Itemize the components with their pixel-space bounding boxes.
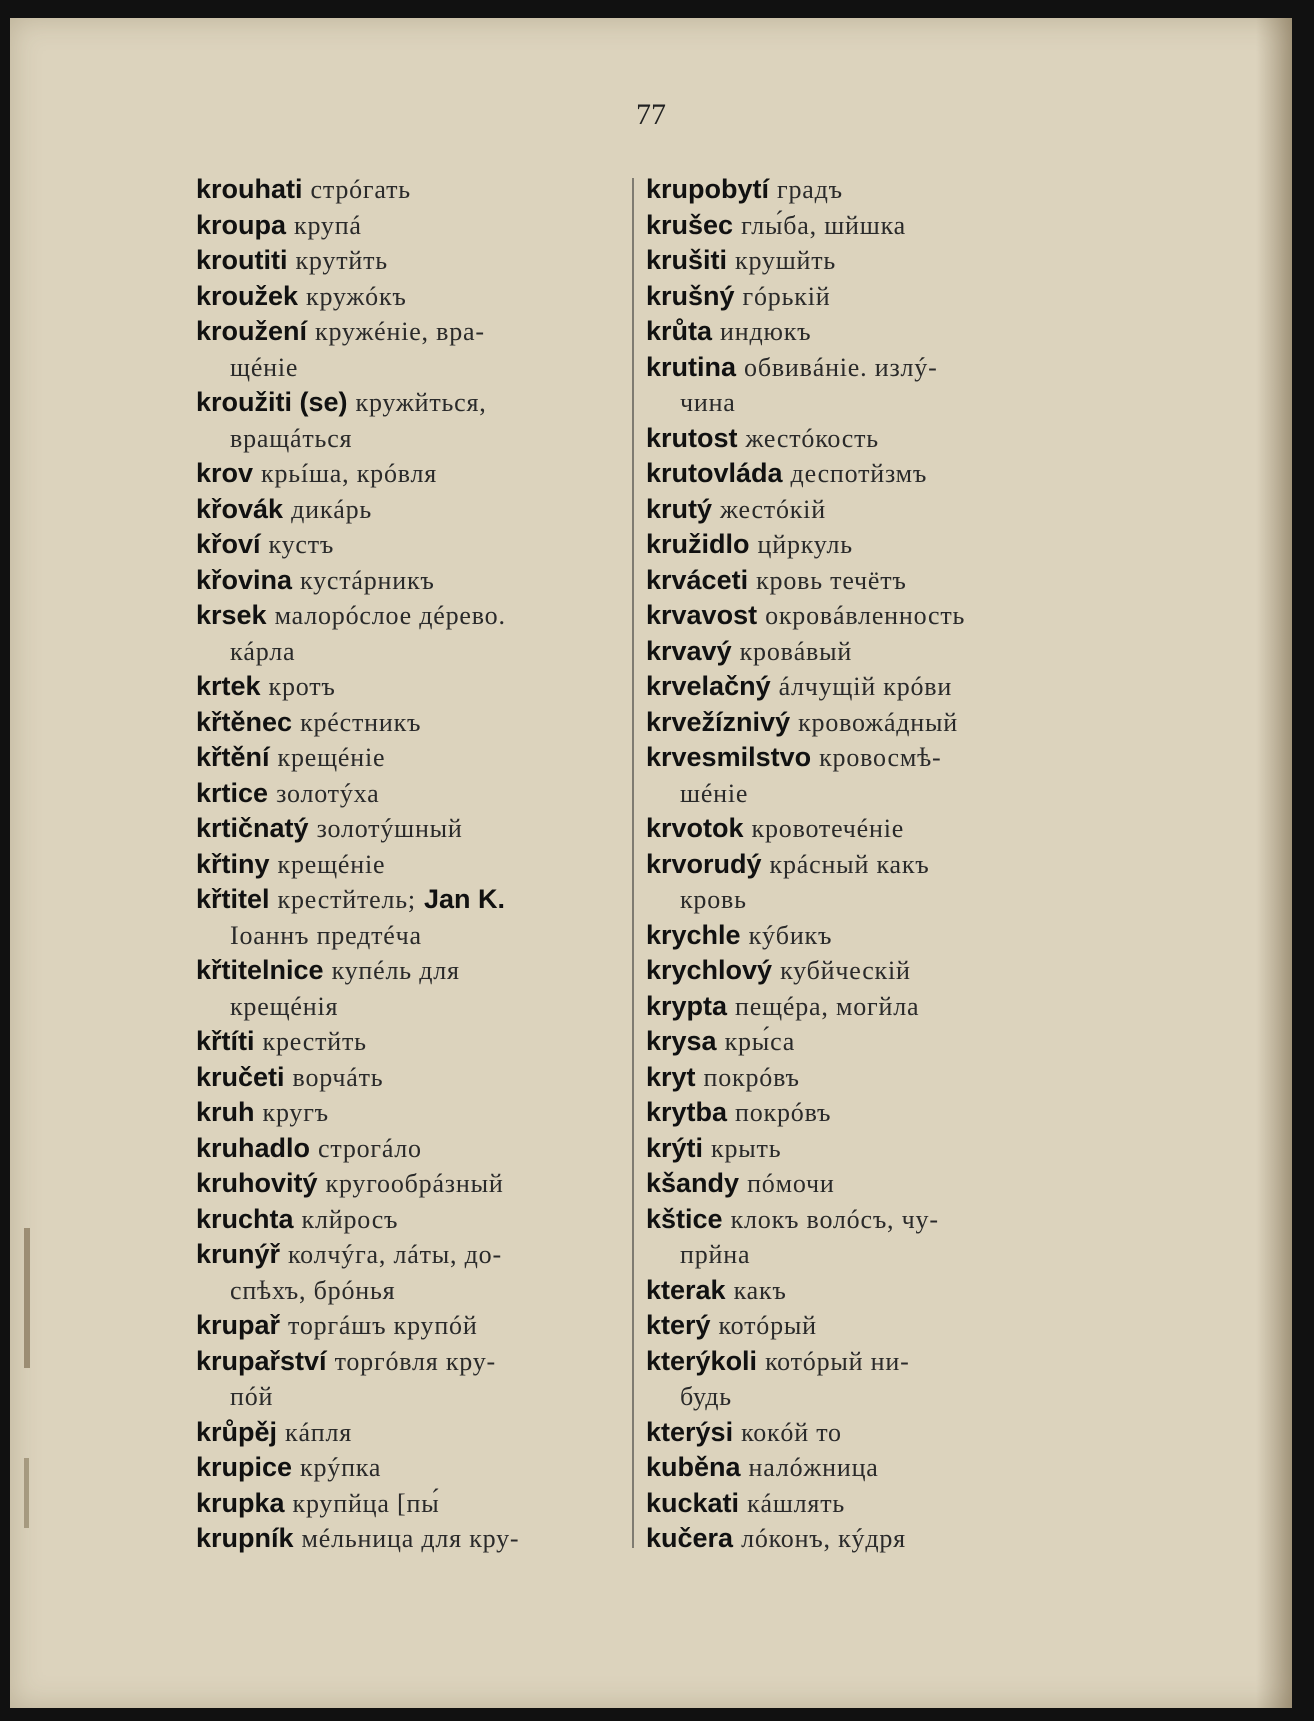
translation: кустáрникъ xyxy=(300,565,435,595)
dictionary-entry xyxy=(646,1202,1076,1238)
dictionary-entry xyxy=(196,208,636,244)
headword: krupař xyxy=(196,1310,281,1340)
dictionary-entry xyxy=(196,492,636,528)
translation: пóмочи xyxy=(747,1169,835,1198)
headword: krůta xyxy=(646,316,713,346)
translation: торгáшъ крупóй xyxy=(288,1311,478,1340)
column-divider xyxy=(632,178,634,1548)
translation: спѣхъ, брóнья xyxy=(230,1275,396,1305)
headword: krvežíznivý xyxy=(646,706,791,737)
translation: Іоаннъ предтéча xyxy=(230,920,422,950)
dictionary-entry xyxy=(196,1486,636,1522)
headword: krutost xyxy=(646,422,738,453)
headword: krušiti xyxy=(646,245,728,275)
headword: křtiny xyxy=(196,848,270,879)
headword: krupka xyxy=(196,1487,285,1518)
headword: krvesmilstvo xyxy=(646,742,812,772)
dictionary-entry xyxy=(646,740,1076,776)
headword: krvorudý xyxy=(646,848,762,879)
headword: kterýkoli xyxy=(646,1345,758,1376)
translation: жестóкость xyxy=(745,423,879,453)
translation: торгóвля кру- xyxy=(334,1346,496,1376)
headword: krouhati xyxy=(196,174,303,204)
dictionary-entry xyxy=(646,563,1076,599)
translation: крещéніе xyxy=(277,849,386,879)
headword: krutovláda xyxy=(646,458,783,488)
translation-continuation xyxy=(646,385,1076,421)
translation: кáшлять xyxy=(747,1488,846,1518)
translation: колчýга, лáты, до- xyxy=(288,1240,502,1269)
dictionary-entry xyxy=(646,1060,1076,1096)
headword: krtek xyxy=(196,671,261,701)
translation: кáпля xyxy=(285,1417,353,1447)
margin-mark xyxy=(24,1458,29,1528)
headword: kšandy xyxy=(646,1168,740,1198)
dictionary-entry xyxy=(646,918,1076,954)
dictionary-entry xyxy=(646,1486,1076,1522)
translation: кубйческій xyxy=(780,956,911,985)
translation: обвивáніе. излý- xyxy=(744,352,938,382)
dictionary-entry xyxy=(196,1450,636,1486)
dictionary-entry xyxy=(196,811,636,847)
left-column xyxy=(196,172,636,1557)
dictionary-entry xyxy=(646,705,1076,741)
translation-continuation xyxy=(646,776,1076,812)
headword: krutý xyxy=(646,493,713,524)
headword: kuckati xyxy=(646,1487,740,1518)
dictionary-entry xyxy=(196,740,636,776)
headword: krváceti xyxy=(646,564,749,595)
dictionary-entry xyxy=(646,1415,1076,1451)
translation: крупйца [пы́ xyxy=(292,1488,440,1518)
dictionary-entry xyxy=(196,1237,636,1273)
headword: kuběna xyxy=(646,1452,741,1482)
dictionary-entry xyxy=(196,1344,636,1380)
headword: krsek xyxy=(196,600,267,630)
headword: kroužení xyxy=(196,316,308,346)
dictionary-entry xyxy=(646,456,1076,492)
headword: kroupa xyxy=(196,209,287,240)
dictionary-entry xyxy=(196,882,636,918)
translation: котóрый ни- xyxy=(765,1346,910,1376)
dictionary-entry xyxy=(646,527,1076,563)
dictionary-entry xyxy=(196,1521,636,1557)
headword: krytba xyxy=(646,1097,728,1127)
translation: прйна xyxy=(680,1240,751,1269)
headword: křtíti xyxy=(196,1026,255,1056)
dictionary-entry xyxy=(646,953,1076,989)
translation: цйркуль xyxy=(757,530,853,559)
dictionary-entry xyxy=(646,598,1076,634)
translation: клйросъ xyxy=(301,1204,399,1234)
dictionary-entry xyxy=(196,669,636,705)
headword: kštice xyxy=(646,1203,723,1234)
dictionary-entry xyxy=(646,1166,1076,1202)
translation: кустъ xyxy=(268,530,335,559)
translation: градъ xyxy=(777,175,843,204)
dictionary-entry xyxy=(646,1273,1076,1309)
translation: кругъ xyxy=(262,1098,329,1127)
dictionary-entry xyxy=(196,1060,636,1096)
translation: кругообрáзный xyxy=(325,1169,504,1198)
translation: лóконъ, кýдря xyxy=(741,1524,906,1553)
translation: стрóгать xyxy=(310,175,411,204)
dictionary-entry xyxy=(646,1308,1076,1344)
translation: какъ xyxy=(733,1275,787,1305)
headword: křovina xyxy=(196,564,293,595)
headword: krupařství xyxy=(196,1345,327,1376)
headword: krvelačný xyxy=(646,671,771,701)
translation-continuation xyxy=(646,882,1076,918)
dictionary-entry xyxy=(646,1344,1076,1380)
dictionary-entry xyxy=(196,1202,636,1238)
translation: строгáло xyxy=(318,1133,422,1163)
translation: кýбикъ xyxy=(748,920,833,950)
headword: krypta xyxy=(646,990,728,1021)
translation-continuation xyxy=(646,1379,1076,1415)
translation-continuation xyxy=(196,421,636,457)
dictionary-entry xyxy=(646,208,1076,244)
right-column xyxy=(646,172,1076,1557)
translation-continuation xyxy=(196,989,636,1025)
headword: krov xyxy=(196,458,254,488)
headword: krtice xyxy=(196,777,269,808)
headword: krtičnatý xyxy=(196,813,309,843)
translation: золотýшный xyxy=(316,814,463,843)
dictionary-entry xyxy=(646,243,1076,279)
translation: дикáрь xyxy=(291,494,373,524)
translation: крушйть xyxy=(735,246,837,275)
translation: шéніе xyxy=(680,778,749,808)
dictionary-entry xyxy=(196,705,636,741)
dictionary-entry xyxy=(196,1415,636,1451)
headword: křtěnec xyxy=(196,706,293,737)
headword: kučera xyxy=(646,1523,734,1553)
translation: крыть xyxy=(711,1133,782,1163)
translation: налóжница xyxy=(748,1453,879,1482)
dictionary-entry xyxy=(196,314,636,350)
translation: крутйть xyxy=(295,246,388,275)
translation-continuation xyxy=(196,634,636,670)
headword: krvavý xyxy=(646,635,732,666)
headword: krutina xyxy=(646,351,737,382)
dictionary-entry xyxy=(646,1521,1076,1557)
headword: krychle xyxy=(646,919,741,950)
headword: krůpěj xyxy=(196,1416,278,1447)
translation: крещéніе xyxy=(277,743,386,772)
headword: křtění xyxy=(196,742,270,772)
dictionary-entry xyxy=(646,279,1076,315)
dictionary-entry xyxy=(196,1095,636,1131)
page-number: 77 xyxy=(636,98,666,131)
translation: будь xyxy=(680,1382,732,1411)
translation: пещéра, могйла xyxy=(735,991,920,1021)
headword: kroutiti xyxy=(196,245,288,275)
translation: покрóвъ xyxy=(735,1098,832,1127)
dictionary-entry xyxy=(646,634,1076,670)
dictionary-entry xyxy=(646,492,1076,528)
headword: krupník xyxy=(196,1523,294,1553)
headword: krýti xyxy=(646,1132,704,1163)
dictionary-entry xyxy=(646,1095,1076,1131)
dictionary-entry xyxy=(646,1450,1076,1486)
translation: клокъ волóсъ, чу- xyxy=(730,1204,939,1234)
dictionary-entry xyxy=(646,172,1076,208)
translation: золотýха xyxy=(276,778,380,808)
translation: крестйть xyxy=(262,1027,367,1056)
dictionary-entry xyxy=(196,598,636,634)
translation: кокóй то xyxy=(741,1417,842,1447)
translation: крýпка xyxy=(300,1453,382,1482)
headword: krychlový xyxy=(646,955,773,985)
headword: kroužek xyxy=(196,280,299,311)
headword: kterak xyxy=(646,1274,726,1305)
translation: покрóвъ xyxy=(703,1062,800,1092)
headword: křtitel xyxy=(196,884,270,914)
margin-mark xyxy=(24,1228,30,1368)
translation: пóй xyxy=(230,1382,274,1411)
dictionary-entry xyxy=(646,669,1076,705)
dictionary-entry xyxy=(646,421,1076,457)
translation: кáрла xyxy=(230,636,296,666)
headword: kterýsi xyxy=(646,1416,734,1447)
dictionary-entry xyxy=(196,385,636,421)
translation: кры́са xyxy=(724,1027,796,1056)
translation: крещéнія xyxy=(230,991,339,1021)
headword: křovák xyxy=(196,493,284,524)
dictionary-entry xyxy=(196,1166,636,1202)
dictionary-entry xyxy=(646,811,1076,847)
headword: kroužiti (se) xyxy=(196,387,348,417)
translation: кружóкъ xyxy=(306,281,407,311)
headword: krunýř xyxy=(196,1239,281,1269)
translation: кровосмѣ- xyxy=(819,743,942,772)
translation: кровь течётъ xyxy=(756,565,907,595)
dictionary-entry xyxy=(196,563,636,599)
translation: щéніе xyxy=(230,352,299,382)
translation: крьíша, крóвля xyxy=(261,459,438,488)
translation: гóрькій xyxy=(742,281,831,311)
translation: чина xyxy=(680,388,736,417)
headword: krušec xyxy=(646,209,734,240)
dictionary-entry xyxy=(646,847,1076,883)
translation: вращáться xyxy=(230,423,353,453)
translation-continuation xyxy=(646,1237,1076,1273)
translation: кровь xyxy=(680,885,747,914)
translation: кротъ xyxy=(268,672,336,701)
translation: малорóслое дéрево. xyxy=(274,601,506,630)
dictionary-entry xyxy=(196,1131,636,1167)
translation: крáсный какъ xyxy=(769,849,930,879)
dictionary-entry xyxy=(196,527,636,563)
headword: krušný xyxy=(646,280,735,311)
dictionary-entry xyxy=(196,1024,636,1060)
dictionary-entry xyxy=(196,847,636,883)
translation: глы́ба, шйшка xyxy=(741,210,906,240)
dictionary-entry xyxy=(196,172,636,208)
translation-continuation xyxy=(196,1379,636,1415)
headword: krysa xyxy=(646,1026,717,1056)
dictionary-entry xyxy=(646,1131,1076,1167)
translation-continuation xyxy=(196,1273,636,1309)
translation: крестйтель; xyxy=(277,885,416,914)
translation: кружйться, xyxy=(355,388,487,417)
translation: ворчáть xyxy=(292,1062,384,1092)
headword: který xyxy=(646,1310,711,1340)
dictionary-entry xyxy=(196,953,636,989)
headword: kruchta xyxy=(196,1203,294,1234)
headword: křtitelnice xyxy=(196,955,324,985)
translation: крупá xyxy=(294,210,362,240)
dictionary-entry xyxy=(196,243,636,279)
translation: жестóкій xyxy=(720,494,826,524)
translation-continuation xyxy=(196,350,636,386)
translation: кружéніе, вра- xyxy=(315,317,485,346)
page-shadow xyxy=(1256,18,1292,1708)
translation: деспотйзмъ xyxy=(790,459,928,488)
translation: кровáвый xyxy=(739,636,853,666)
headword: krvotok xyxy=(646,813,744,843)
headword: krupice xyxy=(196,1452,293,1482)
translation: кровожáдный xyxy=(798,707,959,737)
headword: kručeti xyxy=(196,1061,285,1092)
dictionary-entry xyxy=(196,456,636,492)
headword: křoví xyxy=(196,529,261,559)
dictionary-entry xyxy=(196,776,636,812)
headword-secondary: Jan K. xyxy=(423,884,505,914)
translation: котóрый xyxy=(718,1311,817,1340)
translation: окровáвленность xyxy=(765,601,966,630)
headword: kryt xyxy=(646,1061,696,1092)
translation: купéль для xyxy=(331,956,460,985)
headword: kružidlo xyxy=(646,529,750,559)
headword: krvavost xyxy=(646,600,758,630)
dictionary-entry xyxy=(646,350,1076,386)
headword: krupobytí xyxy=(646,174,770,204)
translation: индюкъ xyxy=(720,317,812,346)
dictionary-entry xyxy=(646,989,1076,1025)
headword: kruhovitý xyxy=(196,1168,318,1198)
dictionary-entry xyxy=(196,1308,636,1344)
translation: áлчущій крóви xyxy=(778,672,953,701)
dictionary-entry xyxy=(646,1024,1076,1060)
headword: kruh xyxy=(196,1097,255,1127)
translation: крéстникъ xyxy=(300,707,422,737)
translation: мéльница для кру- xyxy=(301,1524,520,1553)
translation-continuation xyxy=(196,918,636,954)
book-page xyxy=(10,18,1292,1708)
dictionary-entry xyxy=(196,279,636,315)
translation: кровотечéніе xyxy=(751,814,905,843)
dictionary-entry xyxy=(646,314,1076,350)
headword: kruhadlo xyxy=(196,1132,311,1163)
